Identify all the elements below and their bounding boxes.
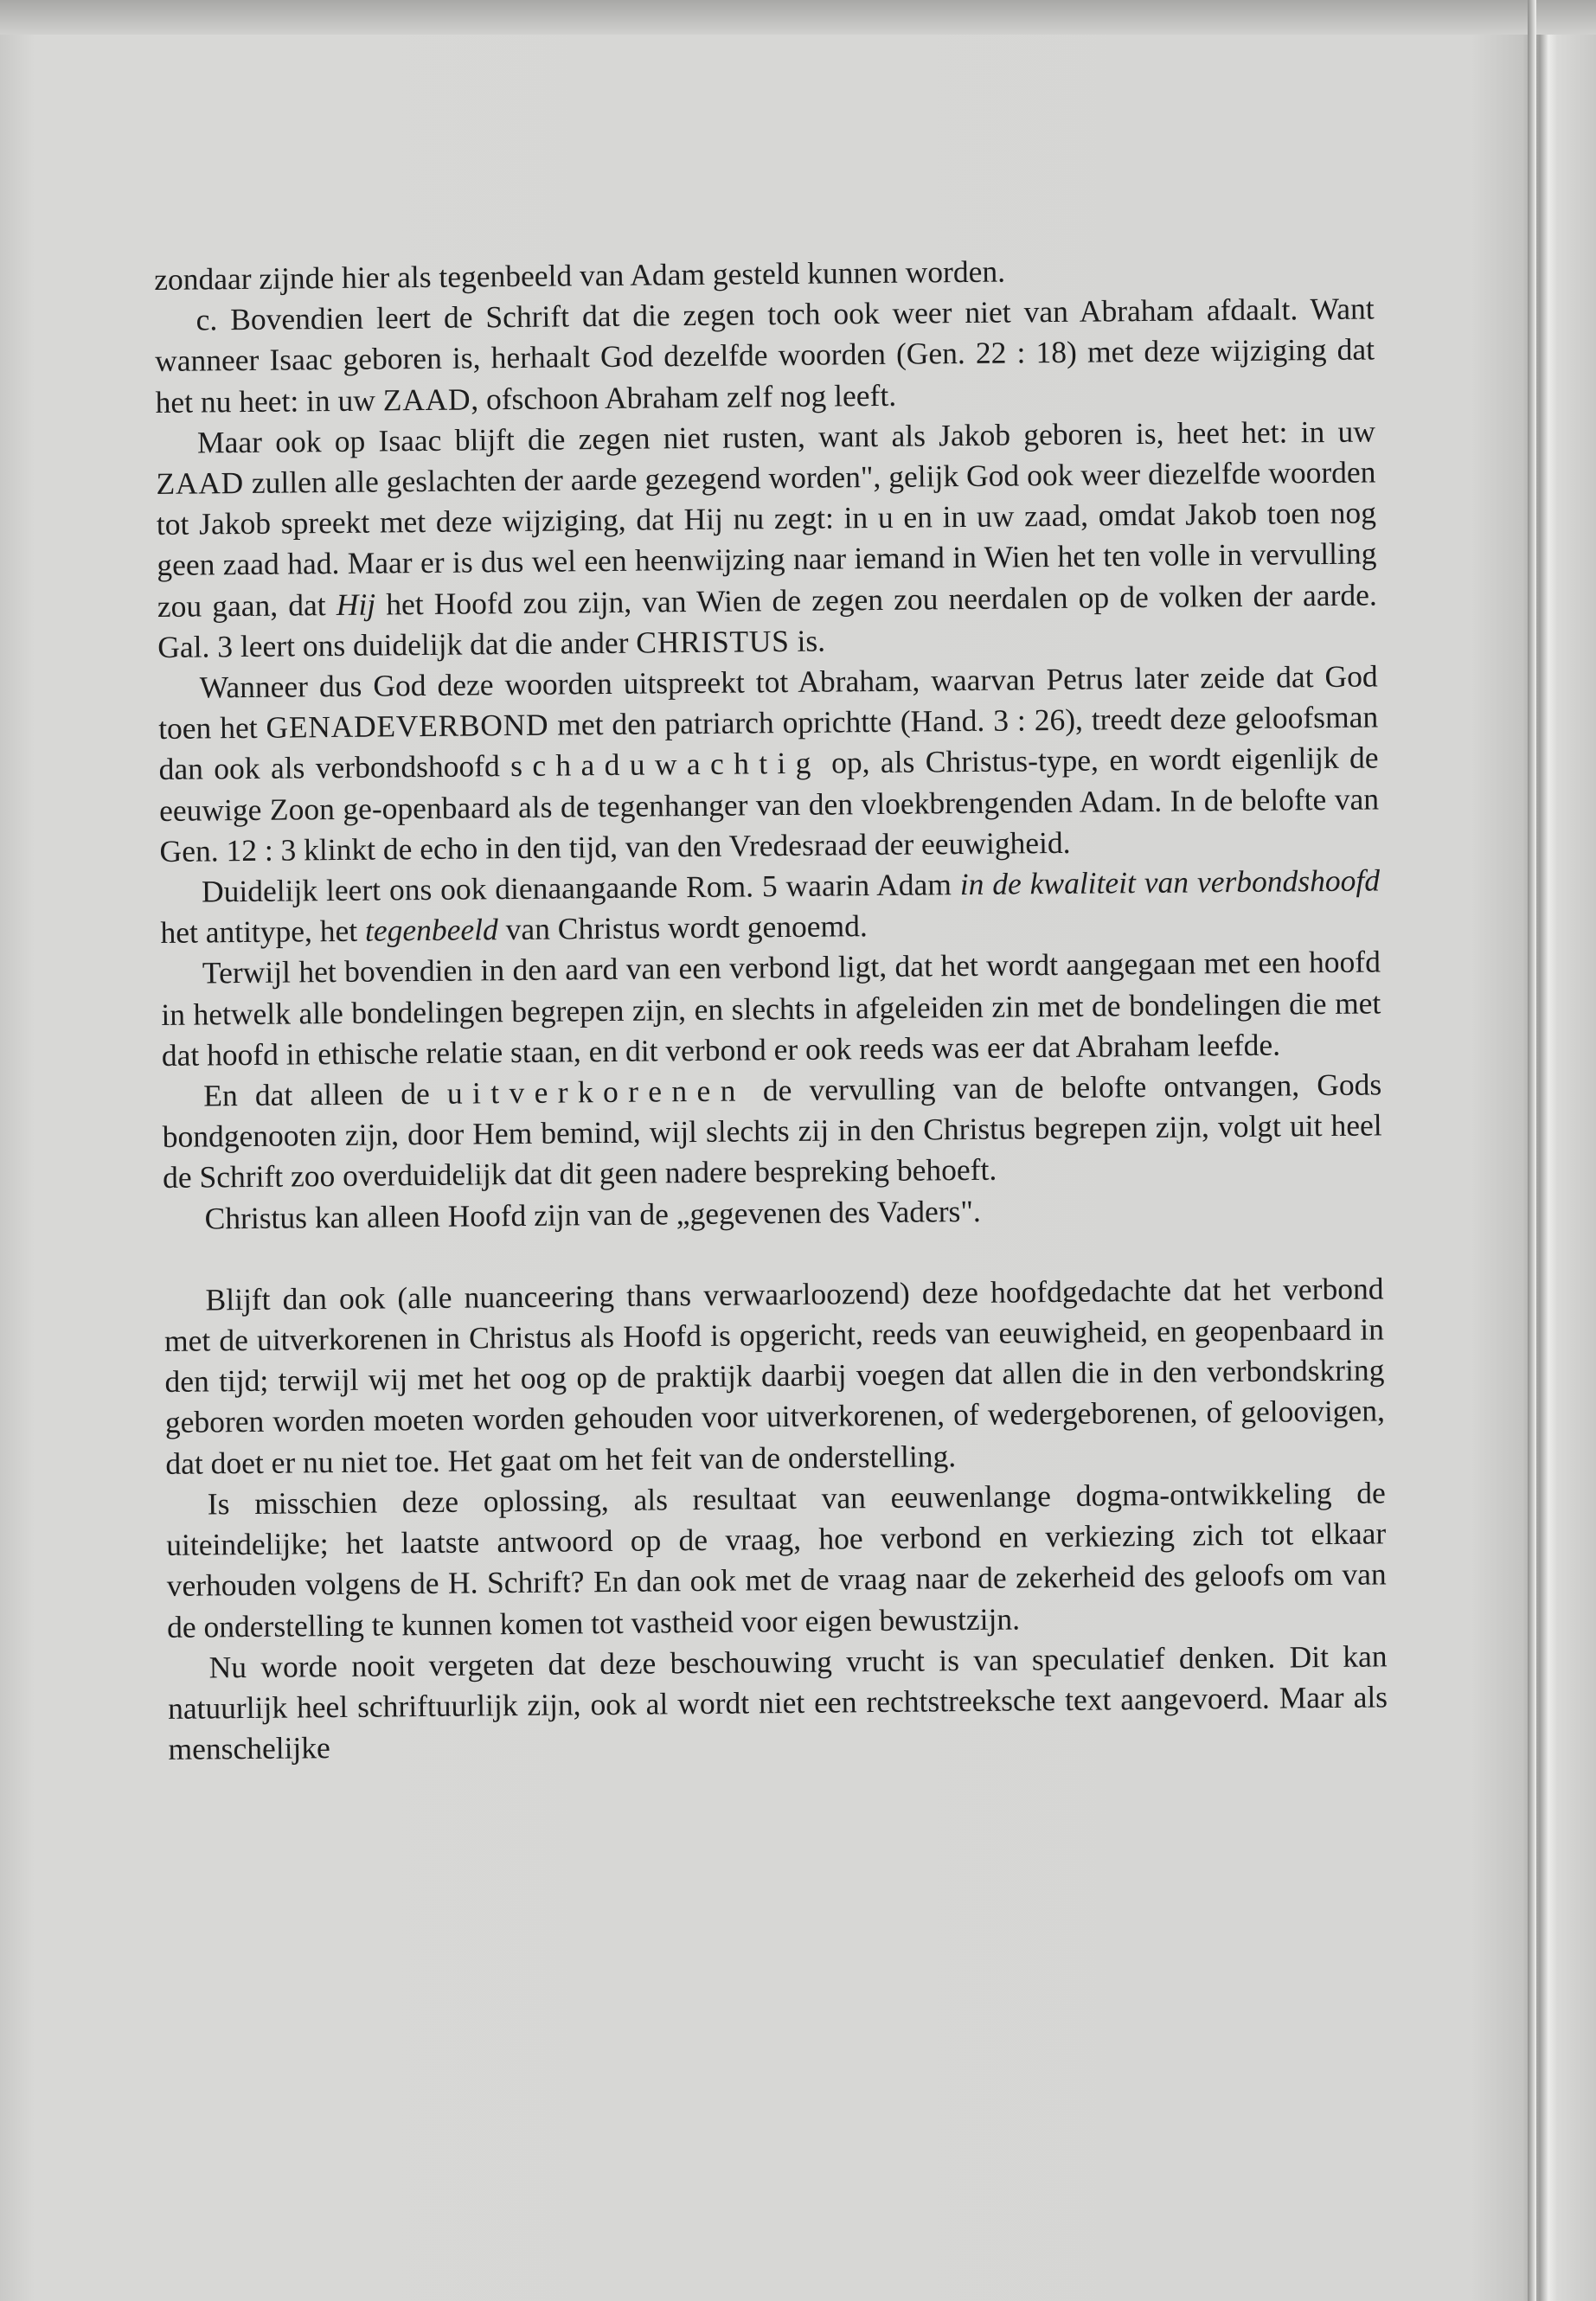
text-run-spaced: uitverkorenen xyxy=(446,1073,746,1111)
paragraph-2 xyxy=(154,289,1375,423)
paragraph-6 xyxy=(161,942,1381,1076)
text-run: En dat alleen de xyxy=(203,1075,448,1113)
text-run: zondaar zijnde hier als tegenbeeld van Adam gesteld kunnen worden. xyxy=(154,253,1006,297)
text-run-spaced: schaduwachtig xyxy=(510,746,821,784)
text-run-caps: ZAAD xyxy=(156,465,245,502)
text-run: c. Bovendien leert de Schrift dat die zegen toch ook weer niet van Abraham afdaalt. Want wanneer Isaac geboren is, herhaalt God dezelfde woorden (Gen. 22 : 18) met deze wijziging dat het nu heet: in uw xyxy=(154,291,1375,420)
paragraph-7 xyxy=(162,1064,1382,1198)
text-run: op, als Christus-type, en wordt eigenlijk de eeuwige Zoon ge-openbaard als de tegenhanger van den vloekbrengenden Adam. In de belofte van Gen. 12 : 3 klinkt de echo in den tijd, van den Vredesraad der eeuwigheid. xyxy=(158,740,1380,868)
paragraph-10 xyxy=(166,1472,1388,1647)
text-run: Blijft dan ook (alle nuanceering thans verwaarloozend) deze hoofdgedachte dat het verbond met de uitverkorenen in Christus als Hoofd is opgericht, reeds van eeuwigheid, en geopenbaard in den tijd; terwijl wij met het oog op de praktijk daarbij voegen dat allen die in den verbondskring geboren worden moeten worden gehouden voor uitverkorenen, of wedergeborenen, of geloovigen, dat doet er nu niet toe. Het gaat om het feit van de onderstelling. xyxy=(163,1271,1386,1481)
text-run: Terwijl het bovendien in den aard van een verbond ligt, dat het wordt aangegaan met een hoofd in hetwelk alle bondelingen begrepen zijn, en slechts in afgeleiden zin met de bondelingen die met dat hoofd in ethische relatie staan, en dit verbond er ook reeds was eer dat Abraham leefde. xyxy=(161,944,1381,1073)
text-run: Duidelijk leert ons ook dienaangaande Rom. 5 waarin Adam xyxy=(201,867,960,909)
text-run-italic: in de kwaliteit van verbondshoofd xyxy=(959,862,1381,902)
paragraph-5 xyxy=(160,860,1381,953)
paragraph-3 xyxy=(156,411,1378,668)
text-run-caps: CHRISTUS xyxy=(636,623,790,660)
page-edge-shadow xyxy=(1528,0,1536,2301)
text-run-caps: ZAAD xyxy=(382,381,471,418)
text-run: Christus kan alleen Hoofd zijn van de „gegevenen des Vaders". xyxy=(204,1193,981,1236)
body-text xyxy=(154,247,1388,1770)
text-run: het Hoofd zou zijn, van Wien de zegen zou neerdalen op de volken der aarde. Gal. 3 leert ons duidelijk dat die ander xyxy=(157,577,1377,664)
text-run-caps: GENADEVERBOND xyxy=(266,707,549,746)
text-run: , ofschoon Abraham zelf nog leeft. xyxy=(471,377,897,417)
text-run: de vervulling van de belofte ontvangen, Gods bondgenooten zijn, door Hem bemind, wijl slechts zij in den Christus begrepen zijn, volgt uit heel de Schrift zoo overduidelijk dat dit geen nadere bespreking behoeft. xyxy=(162,1067,1382,1195)
text-run: zullen alle geslachten der aarde gezegend worden", gelijk God ook weer diezelfde woorden tot Jakob spreekt met deze wijziging, dat Hij nu zegt: in u en in uw zaad, omdat Jakob toen nog geen zaad had. Maar er is dus wel een heenwijzing naar iemand in Wien het ten volle in vervulling zou gaan, dat xyxy=(156,454,1377,624)
text-run: Maar ook op Isaac blijft die zegen niet rusten, want als Jakob geboren is, heet het: in uw xyxy=(196,413,1376,460)
text-run: met den patriarch oprichtte (Hand. 3 : 26), treedt deze geloofsman dan ook als verbondshoofd xyxy=(158,699,1379,787)
text-run: Nu worde nooit vergeten dat deze beschouwing vrucht is van speculatief denken. Dit kan natuurlijk heel schriftuurlijk zijn, ook al wordt niet een rechtstreeksche text aangevoerd. Maar als menschelijke xyxy=(167,1638,1388,1767)
text-run: van Christus wordt genoemd. xyxy=(497,908,868,947)
text-run: Is misschien deze oplossing, als resultaat van eeuwenlange dogma-ontwikkeling de uiteindelijke; het laatste antwoord op de vraag, hoe verbond en verkiezing zich tot elkaar verhouden volgens de H. Schrift? En dan ook met de vraag naar de zekerheid des geloofs om van de onderstelling te kunnen komen tot vastheid voor eigen bewustzijn. xyxy=(166,1475,1387,1644)
paragraph-4 xyxy=(158,656,1380,872)
paragraph-11 xyxy=(167,1636,1388,1770)
text-run: Wanneer dus God deze woorden uitspreekt tot Abraham, waarvan Petrus later zeide dat God toen het xyxy=(158,658,1378,747)
text-run: is. xyxy=(789,623,826,658)
text-run-italic: Hij xyxy=(336,586,376,622)
text-run-italic: tegenbeeld xyxy=(364,912,499,948)
paragraph-9 xyxy=(163,1268,1385,1484)
text-run: het antitype, het xyxy=(160,913,366,951)
